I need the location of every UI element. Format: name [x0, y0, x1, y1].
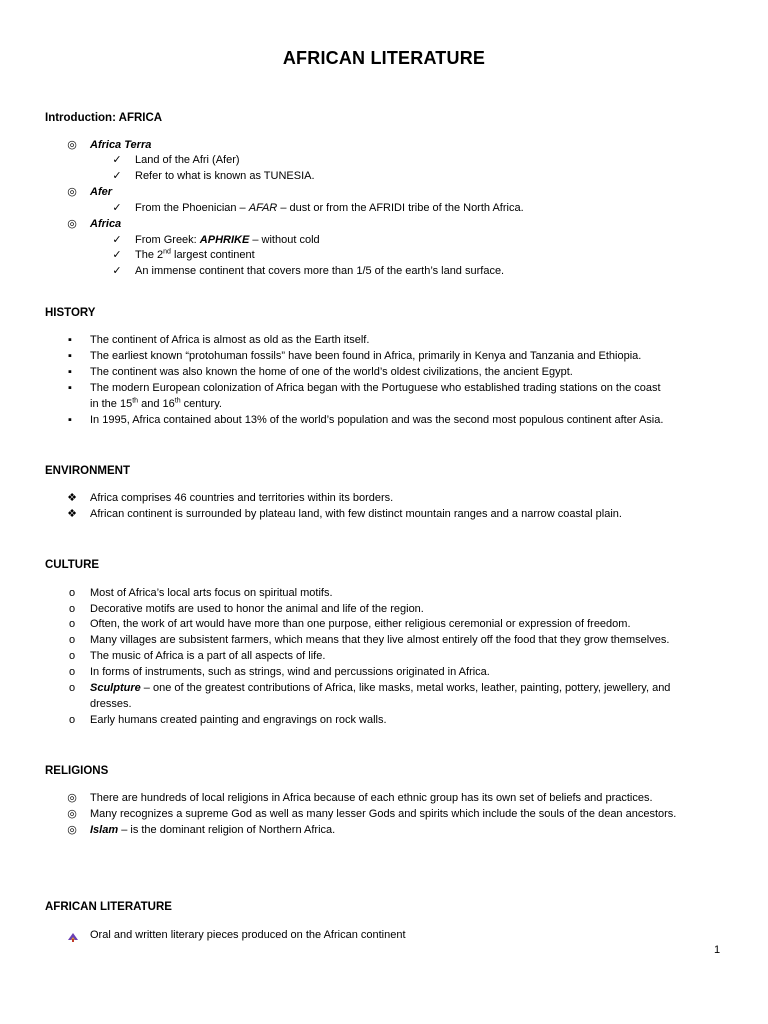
target-bullet-icon: ◎: [67, 186, 77, 198]
section-heading-intro: Introduction: AFRICA: [45, 112, 163, 124]
list-item-continuation: [90, 397, 222, 412]
list-item: [135, 201, 524, 216]
check-bullet-icon: ✓: [112, 265, 122, 277]
list-item-text: – dust or from the AFRIDI tribe of the North Africa.: [277, 202, 524, 214]
superscript: nd: [163, 248, 171, 256]
intro-term-3: Africa: [90, 218, 122, 230]
list-item: There are hundreds of local religions in Africa because of each ethnic group has its own set of beliefs and practices.: [90, 792, 653, 804]
list-item: The continent of Africa is almost as old as the Earth itself.: [90, 334, 370, 346]
list-item: African continent is surrounded by plateau land, with few distinct mountain ranges and a narrow coastal plain.: [90, 508, 622, 520]
check-bullet-icon: ✓: [112, 154, 122, 166]
list-item-text: – one of the greatest contributions of Africa, like masks, metal works, leather, painting, pottery, jewellery, and: [140, 682, 671, 694]
circle-bullet-icon: o: [68, 650, 76, 662]
page-number: 1: [714, 944, 721, 956]
circle-bullet-icon: o: [68, 618, 76, 630]
target-bullet-icon: ◎: [67, 792, 77, 804]
list-item: [90, 681, 670, 696]
superscript: th: [174, 397, 181, 405]
list-item-text: – is the dominant religion of Northern Africa.: [118, 824, 336, 836]
circle-bullet-icon: o: [68, 634, 76, 646]
list-item: In forms of instruments, such as strings, wind and percussions originated in Africa.: [90, 666, 490, 678]
circle-bullet-icon: o: [68, 714, 76, 726]
list-item: Most of Africa’s local arts focus on spiritual motifs.: [90, 587, 333, 599]
list-item: Many recognizes a supreme God as well as many lesser Gods and spirits which include the souls of the dean ancestors.: [90, 808, 677, 820]
list-item: Early humans created painting and engravings on rock walls.: [90, 714, 387, 726]
circle-bullet-icon: o: [68, 603, 76, 615]
square-bullet-icon: ▪: [68, 350, 72, 362]
bold-italic-term: Sculpture: [90, 682, 141, 694]
check-bullet-icon: ✓: [112, 202, 122, 214]
list-item-text: in the 15: [90, 398, 133, 410]
list-item: Many villages are subsistent farmers, which means that they live almost entirely off the food that they grow themselves.: [90, 634, 670, 646]
section-heading-environment: ENVIRONMENT: [45, 465, 130, 477]
square-bullet-icon: ▪: [68, 382, 72, 394]
list-item: The continent was also known the home of one of the world’s oldest civilizations, the ancient Egypt.: [90, 366, 573, 378]
intro-term-1: Africa Terra: [90, 139, 152, 151]
list-item: Often, the work of art would have more than one purpose, either religious ceremonial or expression of freedom.: [90, 618, 631, 630]
check-bullet-icon: ✓: [112, 234, 122, 246]
square-bullet-icon: ▪: [68, 334, 72, 346]
circle-bullet-icon: o: [68, 682, 76, 694]
list-item: [135, 233, 320, 248]
section-heading-religions: RELIGIONS: [45, 765, 109, 777]
list-item-text: The 2: [135, 249, 164, 261]
superscript: th: [132, 397, 139, 405]
diamond-bullet-icon: ❖: [67, 508, 77, 520]
list-item: An immense continent that covers more than 1/5 of the earth’s land surface.: [135, 265, 505, 277]
list-item-text: From Greek:: [135, 234, 200, 246]
square-bullet-icon: ▪: [68, 414, 72, 426]
list-item: Refer to what is known as TUNESIA.: [135, 170, 315, 182]
bold-italic-term: Islam: [90, 824, 119, 836]
list-item-continuation: dresses.: [90, 698, 132, 710]
list-item-text: largest continent: [170, 249, 255, 261]
target-bullet-icon: ◎: [67, 139, 77, 151]
bold-term: APHRIKE: [199, 234, 250, 246]
section-heading-culture: CULTURE: [45, 559, 100, 571]
list-item: Land of the Afri (Afer): [135, 154, 240, 166]
list-item-text: century.: [180, 398, 222, 410]
page-title: AFRICAN LITERATURE: [282, 48, 486, 68]
target-bullet-icon: ◎: [67, 218, 77, 230]
list-item-text: and 16: [138, 398, 175, 410]
list-item: The modern European colonization of Africa began with the Portuguese who established trading stations on the coast: [90, 382, 661, 394]
list-item: The earliest known “protohuman fossils” have been found in Africa, primarily in Kenya and Tanzania and Ethiopia.: [90, 350, 642, 362]
target-bullet-icon: ◎: [67, 808, 77, 820]
intro-term-2: Afer: [90, 186, 113, 198]
circle-bullet-icon: o: [68, 587, 76, 599]
list-item: Decorative motifs are used to honor the animal and life of the region.: [90, 603, 424, 615]
list-item-text: – without cold: [249, 234, 320, 246]
diamond-bullet-icon: ❖: [67, 492, 77, 504]
list-item: [135, 248, 255, 263]
list-item: The music of Africa is a part of all aspects of life.: [90, 650, 326, 662]
check-bullet-icon: ✓: [112, 249, 122, 261]
list-item: Oral and written literary pieces produced on the African continent: [90, 929, 406, 941]
square-bullet-icon: ▪: [68, 366, 72, 378]
list-item-text: From the Phoenician –: [135, 202, 249, 214]
italic-term: AFAR: [248, 202, 278, 214]
list-item: [90, 823, 335, 838]
check-bullet-icon: ✓: [112, 170, 122, 182]
target-bullet-icon: ◎: [67, 824, 77, 836]
list-item: In 1995, Africa contained about 13% of the world’s population and was the second most populous continent after Asia.: [90, 414, 664, 426]
arrow-bullet-icon: [67, 930, 79, 942]
section-heading-history: HISTORY: [45, 307, 96, 319]
list-item: Africa comprises 46 countries and territories within its borders.: [90, 492, 394, 504]
section-heading-african-literature: AFRICAN LITERATURE: [45, 901, 172, 913]
circle-bullet-icon: o: [68, 666, 76, 678]
